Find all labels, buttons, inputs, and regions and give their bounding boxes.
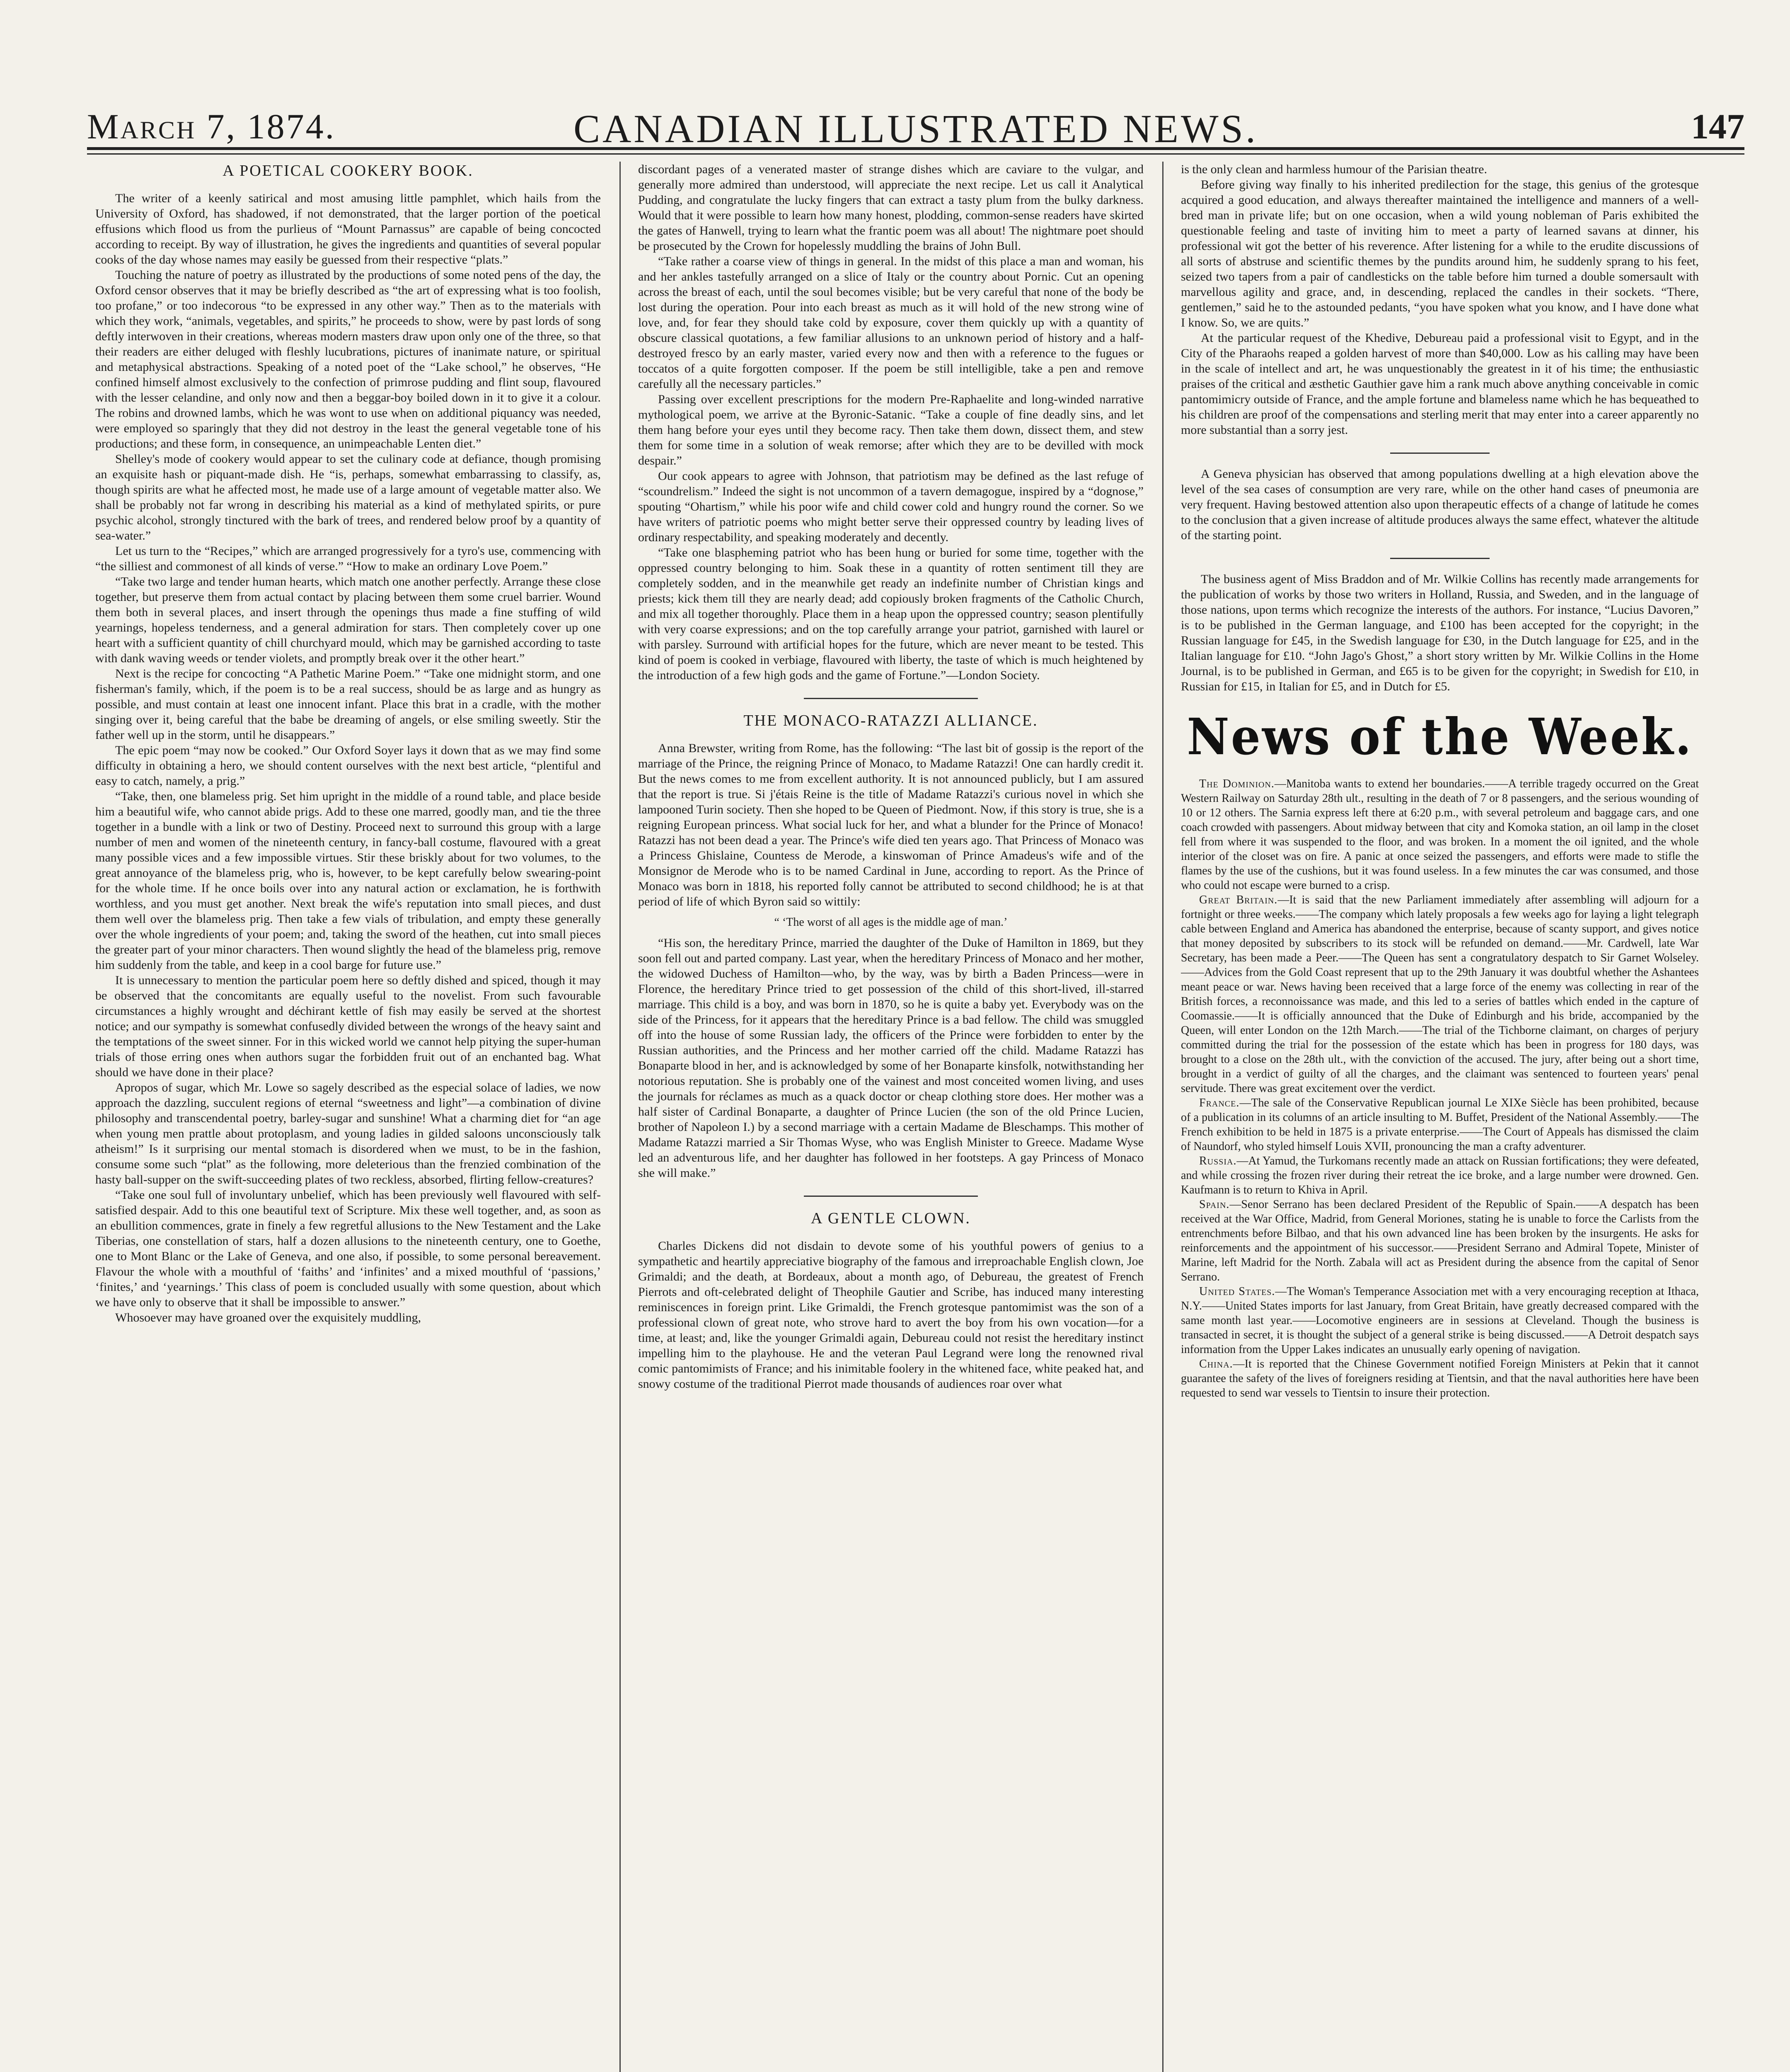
article-paragraph: Passing over excellent prescriptions for the modern Pre-Raphaelite and long-winded narrative mythological poem, we arrive at the Byronic-Satanic. “Take a couple of fine deadly sins, and let them hang before your eyes until they become racy. Then take them down, dissect them, and stew them for some time in a solution of weak remorse; after which they are to be devilled with mock despair.”: [638, 392, 1144, 467]
article-cookery-continued: [638, 162, 1144, 683]
news-region: United States.: [1199, 1285, 1275, 1298]
column-1: [95, 162, 601, 2072]
news-of-the-week: [1181, 777, 1699, 1400]
article-paragraph: Shelley's mode of cookery would appear to set the culinary code at defiance, though promising an exquisite hash or piquant-made dish. He “is, perhaps, somewhat embarrassing to classify, as, though spirits are what he affected most, he made use of a large amount of vegetable matter also. We shall be probably not far wrong in describing his material as a kind of methylated spirits, or pure psychic alcohol, strongly tinctured with the bark of trees, and rendered below proof by a quantity of sea-water.”: [95, 452, 601, 542]
article-paragraph: is the only clean and harmless humour of the Parisian theatre.: [1181, 162, 1487, 176]
article-monaco: [638, 712, 1144, 1181]
article-paragraph: Let us turn to the “Recipes,” which are arranged progressively for a tyro's use, commencing with “the silliest and commonest of all kinds of verse.” “How to make an ordinary Love Poem.”: [95, 544, 601, 573]
news-text: —The Woman's Temperance Association met with a very encouraging reception at Ithaca, N.Y.——United States imports for last January, from Great Britain, have greatly decreased compared with the same month last year.——Locomotive engineers are in sessions at Cleveland. Though the business is transacted in secret, it is thought the subject of a general strike is being discussed.——A Detroit despatch says information from the Upper Lakes indicates an unusually early opening of navigation.: [1181, 1285, 1699, 1356]
news-item: [1181, 1096, 1699, 1154]
article-paragraph: “Take one blaspheming patriot who has been hung or buried for some time, together with the oppressed country belonging to him. Soak these in a quantity of rotten sentiment till they are completely sodden, and in the meanwhile get ready an indefinite number of Christian kings and priests; kick them till they are nearly dead; add copiously broken fragments of the Catholic Church, and mix all together thoroughly. Place them in a heap upon the oppressed country; season plentifully with very coarse expressions; and on the top carefully arrange your patriot, garnished with laurel or with parsley. Surround with artificial hopes for the future, which are never meant to be tested. This kind of poem is cooked in verbiage, flavoured with liberty, the taste of which is much heightened by the introduction of a few high gods and the game of Fortune.”—London Society.: [638, 546, 1144, 682]
article-paragraph: At the particular request of the Khedive, Debureau paid a professional visit to Egypt, and in the City of the Pharaohs reaped a golden harvest of more than $40,000. Low as his calling may have been in the scale of intellect and art, he was unquestionably the greatest in it of his time; the enthusiastic praises of the critical and æsthetic Gauthier gave him a rank much above anything conceivable in comic pantomimicry outside of France, and the ample fortune and blameless name which he has bequeathed to his children are proof of the compensations and sterling merit that may enter into a career apparently no more substantial than a sorry jest.: [1181, 331, 1699, 437]
column-2: [638, 162, 1144, 2072]
news-item: [1181, 893, 1699, 1096]
article-quote: “ ‘The worst of all ages is the middle age of man.’: [774, 916, 1008, 929]
article-paragraph: Anna Brewster, writing from Rome, has the following: “The last bit of gossip is the report of the marriage of the Prince, the reigning Prince of Monaco, to Madame Ratazzi! One can hardly credit it. But the news comes to me from excellent authority. It is not announced publicly, but I am assured that the report is true. Si j'étais Reine is the title of Madame Ratazzi's curious novel in which she lampooned Turin society. Then she hoped to be Queen of Piedmont. Now, if this story is true, she is a reigning European princess. What social luck for her, and what a blunder for the Prince of Monaco! Ratazzi has not been dead a year. The Prince's wife died ten years ago. That Princess of Monaco was a Princess Ghislaine, Countess de Merode, a kinswoman of Prince Amadeus's wife and of the Monsignor de Merode who is to be named Cardinal in June, according to report. As the Prince of Monaco was born in 1818, his reported folly cannot be attributed to second childhood; he is at that period of life of which Byron said so wittily:: [638, 741, 1144, 908]
article-paragraph: “Take one soul full of involuntary unbelief, which has been previously well flavoured with self-satisfied despair. Add to this one beautiful text of Scripture. Mix these well together, and, as soon as an ebullition commences, grate in finely a few regretful allusions to the New Testament and the Lake Tiberias, one constellation of stars, half a dozen allusions to the nineteenth century, one to Goethe, one to Mont Blanc or the Lake of Geneva, and one also, if possible, to some personal bereavement. Flavour the whole with a mouthful of ‘faiths’ and ‘infinites’ and a mixed mouthful of ‘passions,’ ‘finites,’ and ‘yearnings.’ This class of poem is concluded usually with some question, about which we have only to observe that it shall be impossible to answer.”: [95, 1188, 601, 1309]
article-paragraph: The writer of a keenly satirical and most amusing little pamphlet, which hails from the University of Oxford, has shadowed, if not demonstrated, that the larger portion of the poetical effusions which flood us from the purlieus of “Mount Parnassus” are capable of being concocted according to receipt. By way of illustration, he gives the ingredients and quantities of several popular cooks of the day whose names may easily be guessed from their respective “plats.”: [95, 191, 601, 266]
page-number: 147: [1691, 107, 1744, 146]
news-region: China.: [1199, 1358, 1233, 1370]
article-paragraph: The epic poem “may now be cooked.” Our Oxford Soyer lays it down that as we may find some difficulty in obtaining a hero, we should content ourselves with the next best article, “plentiful and easy to catch, namely, a prig.”: [95, 743, 601, 788]
column-divider: [619, 162, 621, 2072]
article-cookery: [95, 162, 601, 1325]
news-of-the-week-heading: News of the Week.: [1187, 707, 1693, 767]
article-paragraph: Our cook appears to agree with Johnson, that patriotism may be defined as the last refuge of “scoundrelism.” Indeed the sight is not uncommon of a tavern demagogue, inspired by a “dognose,” spouting “Ohartism,” while his poor wife and child cower cold and hungry round the corner. So we have writers of patriotic poems who might better serve their oppressed country by leading lives of ordinary respectability, and speaking moderately and decently.: [638, 469, 1144, 544]
news-region: The Dominion.: [1199, 777, 1275, 790]
article-paragraph: Whosoever may have groaned over the exquisitely muddling,: [115, 1311, 421, 1324]
news-text: —The sale of the Conservative Republican journal Le XIXe Siècle has been prohibited, because of a publication in its columns of an article insulting to M. Buffet, President of the National Assembly.——The French exhibition to be held in 1875 is a private enterprise.——The Court of Appeals has dismissed the claim of Naundorf, who styled himself Louis XVII, pronouncing the man a crafty adventurer.: [1181, 1097, 1699, 1153]
column-3: [1181, 162, 1699, 2072]
masthead-rule: [87, 147, 1744, 150]
article-paragraph: Touching the nature of poetry as illustrated by the productions of some noted pens of the day, the Oxford censor observes that it may be briefly described as “the art of expressing what is too foolish, too profane,” or too indecorous “to be expressed in any other way.” Then as to the materials with which they work, “animals, vegetables, and spirits,” he proceeds to show, were by past lords of song deftly interwoven in their creations, whereas modern masters draw upon only one of the three, so that their readers are either deluged with fleshly lucubrations, pictures of inanimate nature, or spiritual and metaphysical abstractions. Speaking of a noted poet of the “Lake school,” he observes, “He confined himself almost exclusively to the confection of primrose pudding and flint soup, flavoured with the lesser celandine, and only now and then a beggar-boy boiled down in it to give it a colour. The robins and drowned lambs, which he was wont to use when on additional piquancy was needed, were employed so sparingly that they did not destroy in the least the general vegetable tone of his productions; and these form, in consequence, an unimpeachable Lenten diet.”: [95, 268, 601, 450]
article-paragraph: “His son, the hereditary Prince, married the daughter of the Duke of Hamilton in 1869, but they soon fell out and parted company. Last year, when the hereditary Princess of Monaco and her mother, the widowed Duchess of Hamilton—who, by the way, was by birth a Baden Princess—were in Florence, the hereditary Prince tried to get possession of the child of this short-lived, ill-starred marriage. This child is a boy, and was born in 1870, so he is quite a baby yet. Everybody was on the side of the Princess, for it appears that the hereditary Prince is a bad fellow. The child was smuggled off into the house of some Russian lady, the officers of the Prince were forbidden to enter by the Russian authorities, and the Princess and her mother carried off the child. Madame Ratazzi has Bonaparte blood in her, and is acknowledged by some of her Bonaparte kinsfolk, notwithstanding her notorious reputation. She is probably one of the vainest and most conceited women living, and uses the journals for réclames as much as a quack doctor or cheap clothing store does. Her mother was a half sister of Cardinal Bonaparte, a daughter of Prince Lucien (the son of the old Prince Lucien, brother of Napoleon I.) by a second marriage with a certain Madame de Bleschamps. This mother of Madame Ratazzi married a Sir Thomas Wyse, who was English Minister to Greece. Madame Wyse led an adventurous life, and her daughter has followed in her footsteps. A gay Princess of Monaco she will make.”: [638, 936, 1144, 1180]
article-paragraph: Apropos of sugar, which Mr. Lowe so sagely described as the especial solace of ladies, we now approach the dazzling, succulent regions of eternal “sweetness and light”—a combination of divine philosophy and transcendental poetry, barley-sugar and sunshine! What a charming diet for “an age when young men prattle about protoplasm, and young ladies in gilded saloons unconsciously talk atheism!” Is it surprising our mental stomach is disordered when we must, to be in the fashion, consume some such “plat” as the following, more deleterious than the frenzied combination of the hasty ball-supper on the swift-succeeding plates of two reckless, absorbed, flirting fellow-creatures?: [95, 1081, 601, 1186]
column-divider: [1162, 162, 1164, 2072]
news-region: Russia.: [1199, 1155, 1237, 1167]
article-headline: A GENTLE CLOWN.: [811, 1210, 971, 1227]
article-clown-continued: [1181, 162, 1699, 438]
news-text: —It is reported that the Chinese Government notified Foreign Ministers at Pekin that it cannot guarantee the safety of the lives of foreigners residing at Tientsin, and that the naval authorities here have been requested to send war vessels to Tientsin to insure their protection.: [1181, 1358, 1699, 1399]
article-paragraph: Next is the recipe for concocting “A Pathetic Marine Poem.” “Take one midnight storm, and one fisherman's family, which, if the poem is to be a real success, should be as large and as hungry as possible, and must contain at least one innocent infant. Place this brat in a cradle, with the mother singing over it, being careful that the babe be dreaming of angels, or else smiling sweetly. Stir the father well up in the storm, until he disappears.”: [95, 667, 601, 742]
article-separator: [1390, 558, 1490, 559]
article-paragraph: Before giving way finally to his inherited predilection for the stage, this genius of the grotesque acquired a good education, and always thereafter maintained the intelligence and manners of a well-bred man in private life; but on one occasion, when a wild young nobleman of Paris exhibited the questionable feeling and taste of inviting him to meet a party of learned savans at dinner, his professional wit got the better of his reverence. After listening for a while to the erudite discussions of all sorts of abstruse and scientific themes by the pundits around him, he suddenly sprang to his feet, seized two tapers from a pair of candlesticks on the table before him turned a double somersault with marvellous agility and grace, and, in descending, replaced the candles in their sockets. “There, gentlemen,” said he to the astounded pedants, “you have spoken what you know, and I have done what I know. So, we are quits.”: [1181, 178, 1699, 329]
article-paragraph: “Take two large and tender human hearts, which match one another perfectly. Arrange these close together, but preserve them from actual contact by placing between them some cruel barrier. Wound them both in several places, and insert through the openings thus made a fine stuffing of wild yearnings, hopeless tenderness, and a general admiration for stars. Then completely cover up one heart with a sufficient quantity of chill churchyard mould, which may be garnished according to taste with dank waving weeds or tender violets, and promptly break over it the other heart.”: [95, 575, 601, 665]
article-paragraph: It is unnecessary to mention the particular poem here so deftly dished and spiced, though it may be observed that the concomitants are equally useful to the novelist. From such favourable circumstances a highly wrought and déchirant kettle of fish may easily be served at the shortest notice; and our sympathy is somewhat confusedly divided between the wrongs of the heavy saint and the temptations of the sweet sinner. For in this wicked world we cannot help pitying the super-human trials of those erring ones when authors sugar the forbidden fruit out of an enchanted bag. What should we have done in their place?: [95, 973, 601, 1079]
article-paragraph: discordant pages of a venerated master of strange dishes which are caviare to the vulgar, and generally more admired than understood, will appreciate the next recipe. Let us call it Analytical Pudding, and congratulate the lucky fingers that can extract a tasty plum from the bulky darkness. Would that it were possible to learn how many honest, plodding, common-sense readers have skirted the gates of Hanwell, trying to learn what the frantic poem was all about! The nightmare poet should be prosecuted by the Crown for hopelessly muddling the brains of John Bull.: [638, 162, 1144, 253]
news-item: [1181, 1357, 1699, 1400]
masthead-rule-thin: [87, 153, 1744, 155]
article-separator: [1390, 453, 1490, 454]
article-separator: [804, 698, 978, 699]
article-headline: A POETICAL COOKERY BOOK.: [223, 162, 474, 179]
news-item: [1181, 1284, 1699, 1357]
news-item: [1181, 1154, 1699, 1197]
news-region: Spain.: [1199, 1198, 1230, 1211]
article-braddon: [1181, 571, 1699, 694]
news-region: France.: [1199, 1097, 1240, 1109]
article-paragraph: The business agent of Miss Braddon and of Mr. Wilkie Collins has recently made arrangements for the publication of works by those two writers in Holland, Russia, and Sweden, and in the language of those nations, upon terms which recognize the interests of the authors. For instance, “Lucius Davoren,” is to be published in the German language, and £100 has been accepted for the copyright; in the Russian language for £45, in the Swedish language for £30, in the Dutch language for £25, and in the Italian language for £10. “John Jago's Ghost,” a short story written by Mr. Wilkie Collins in the Home Journal, is to be published in German, and £65 is to be given for the copyright; in Swedish for £10, in Russian for £15, in Italian for £5, and in Dutch for £5.: [1181, 572, 1699, 693]
news-item: [1181, 1197, 1699, 1284]
news-text: —Senor Serrano has been declared President of the Republic of Spain.——A despatch has been received at the War Office, Madrid, from General Moriones, stating he is unable to force the Carlists from the entrenchments before Bilbao, and that his own advanced line has been broken by the insurgents. He asks for reinforcements and the appointment of his successor.——President Serrano and Admiral Topete, Minister of Marine, left Madrid for the North. Zabala will act as President during the absence from the capital of Senor Serrano.: [1181, 1198, 1699, 1283]
news-region: Great Britain.: [1199, 893, 1278, 906]
news-text: —It is said that the new Parliament immediately after assembling will adjourn for a fortnight or three weeks.——The company which lately proposals a few weeks ago for laying a light telegraph cable between England and America has abandoned the enterprise, because of scanty support, and gives notice that money deposited by subscribers to its stock will be refunded on demand.——Mr. Cardwell, late War Secretary, has been made a Peer.——The Queen has sent a congratulatory despatch to Sir Garnet Wolseley.——Advices from the Gold Coast represent that up to the 29th January it was doubtful whether the Ashantees meant peace or war. News having been received that a large force of the enemy was collecting in rear of the British forces, a reconnoissance was made, and this led to a series of battles which ended in the capture of Coomassie.——It is officially announced that the Duke of Edinburgh and his bride, accompanied by the Queen, will enter London on the 12th March.——The trial of the Tichborne claimant, on charges of perjury committed during the trial for the possession of the estate which has been in progress for 180 days, was brought to a close on the 28th ult., with the conviction of the accused. The jury, after being out a short time, brought in a verdict of guilty of all the charges, and the claimant was sentenced to fourteen years' penal servitude. There was great excitement over the verdict.: [1181, 893, 1699, 1095]
article-paragraph: “Take, then, one blameless prig. Set him upright in the middle of a round table, and place beside him a beautiful wife, who cannot abide prigs. Add to these one marred, goodly man, and tie the three together in a bundle with a link or two of Destiny. Proceed next to surround this group with a large number of men and women of the nineteenth century, in fancy-ball costume, flavoured with a great many possible vices and a few impossible virtues. Stir these briskly about for two volumes, to the great annoyance of the blameless prig, who is, however, to be kept carefully below swearing-point for the whole time. If he once boils over into any natural action or exclamation, he is forthwith worthless, and you must get another. Next break the wife's reputation into small pieces, and dust them well over the blameless prig. Then take a few vials of tribulation, and empty these generally over the whole ingredients of your poem; and, taking the sword of the heathen, cut into small pieces the greater part of your minor characters. Then wound slightly the head of the blameless prig, remove him suddenly from the table, and keep in a cool barge for future use.”: [95, 789, 601, 972]
article-headline: THE MONACO-RATAZZI ALLIANCE.: [743, 712, 1038, 729]
article-paragraph: “Take rather a coarse view of things in general. In the midst of this place a man and woman, his and her ankles tastefully arranged on a slice of Italy or the country about Pornic. Cut an opening across the breast of each, until the soul becomes visible; but be very careful that none of the body be lost during the operation. Pour into each breast as much as it will hold of the new strong wine of love, and, for fear they should take cold by exposure, cover them quickly up with a quantity of obscure classical quotations, a few familiar allusions to an unknown period of history and a half-destroyed fresco by an early master, varied every now and then with a reference to the fugues or toccatos of a quite forgotten composer. If the poem be still intelligible, take a pen and remove carefully all the necessary particles.”: [638, 254, 1144, 391]
news-text: —At Yamud, the Turkomans recently made an attack on Russian fortifications; they were defeated, and while crossing the frozen river during their retreat the ice broke, and a large number were drowned. Gen. Kaufmann is to return to Khiva in April.: [1181, 1155, 1699, 1196]
masthead: [87, 106, 1744, 151]
article-paragraph: A Geneva physician has observed that among populations dwelling at a high elevation above the level of the sea cases of consumption are very rare, while on the other hand cases of pneumonia are very frequent. Having bestowed attention also upon therapeutic effects of a change of latitude he comes to the conclusion that a given increase of altitude produces always the same effect, whatever the altitude of the starting point.: [1181, 467, 1699, 542]
newspaper-title: CANADIAN ILLUSTRATED NEWS.: [573, 107, 1258, 151]
article-geneva: [1181, 466, 1699, 543]
issue-date: March 7, 1874.: [87, 107, 336, 146]
news-item: [1181, 777, 1699, 893]
article-clown: [638, 1209, 1144, 1392]
news-text: —Manitoba wants to extend her boundaries.——A terrible tragedy occurred on the Great Western Railway on Saturday 28th ult., resulting in the death of 7 or 8 passengers, and the serious wounding of 10 or 12 others. The Sarnia express left there at 6:20 p.m., with several petroleum and baggage cars, and one coach crowded with passengers. About midway between that city and Komoka station, an oil lamp in the closet fell from where it was suspended to the floor, and was broken. In a moment the oil ignited, and the whole interior of the closet was on fire. A panic at once seized the passengers, and efforts were made to stifle the flames by the use of the cushions, but it was found useless. In a few minutes the car was consumed, and those who could not escape were burned to a crisp.: [1181, 777, 1699, 892]
article-separator: [804, 1196, 978, 1197]
article-paragraph: Charles Dickens did not disdain to devote some of his youthful powers of genius to a sympathetic and heartily appreciative biography of the famous and irreproachable English clown, Joe Grimaldi; and the death, at Bordeaux, about a month ago, of Debureau, the greatest of French Pierrots and oft-celebrated delight of Theophile Gautier and Scribe, has induced many interesting reminiscences in foreign print. Like Grimaldi, the French grotesque pantomimist was the son of a professional clown of great note, who strove hard to avert the boy from his own vocation—for a time, at least; and, like the younger Grimaldi again, Debureau could not resist the hereditary instinct impelling him to the playhouse. He and the veteran Paul Legrand were long the renowned rival comic pantomimists of France; and his inimitable foolery in the whitened face, white peaked hat, and snowy costume of the traditional Pierrot made thousands of audiences roar over what: [638, 1239, 1144, 1391]
